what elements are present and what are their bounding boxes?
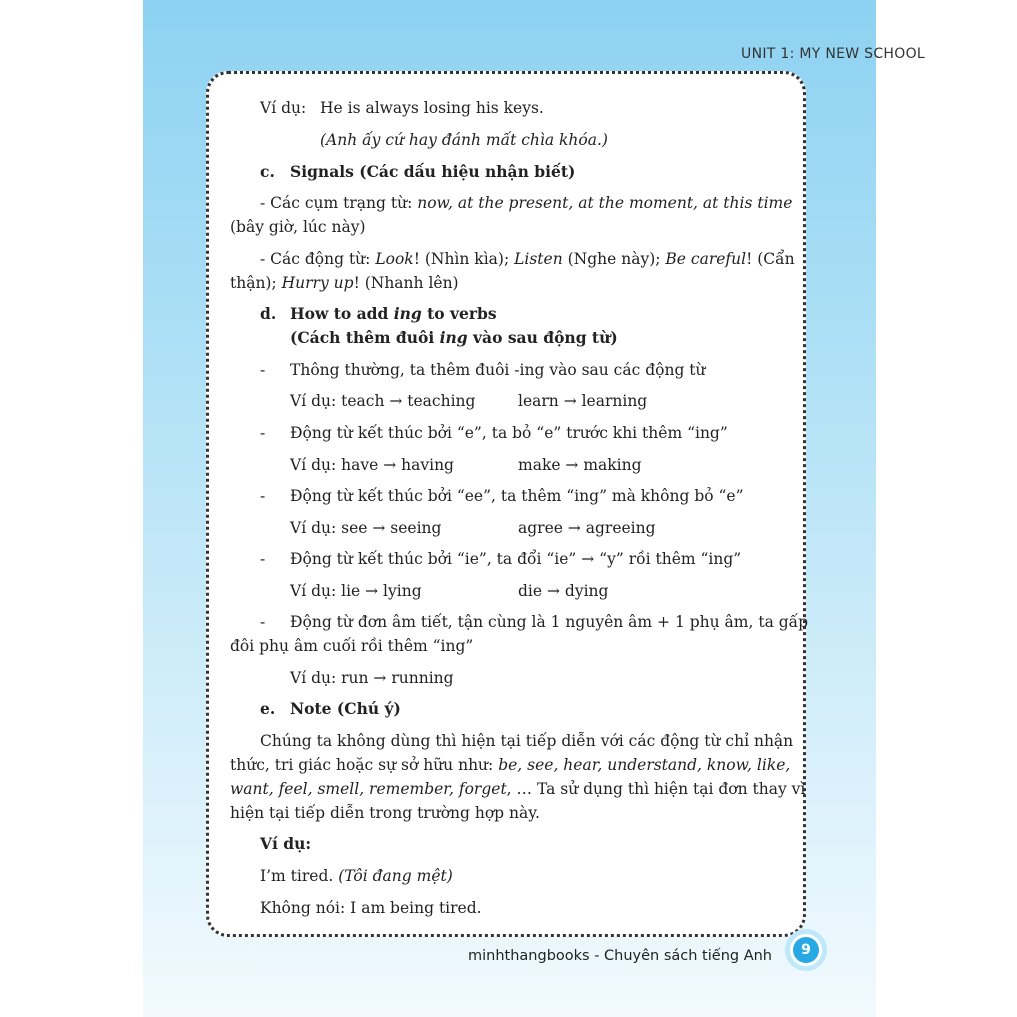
example-sentence: He is always losing his keys. (320, 99, 544, 117)
rule5-example: Ví dụ: run → running (290, 669, 454, 687)
rule3-example-b: agree → agreeing (518, 519, 656, 537)
not-say-example: Không nói: I am being tired. (260, 899, 482, 917)
rule4-example-a: Ví dụ: lie → lying (290, 582, 422, 600)
page-number-badge (785, 929, 827, 971)
rule2-example-b: make → making (518, 456, 642, 474)
unit-header: UNIT 1: MY NEW SCHOOL (741, 46, 925, 62)
note-line-3: want, feel, smell, remember, forget, … Ta sử dụng thì hiện tại đơn thay vì (230, 780, 806, 798)
page-number: 9 (793, 937, 819, 963)
section-d-title: How to add ing to verbs (290, 304, 497, 323)
rule5-text: Động từ đơn âm tiết, tận cùng là 1 nguyên âm + 1 phụ âm, ta gấp (290, 613, 809, 631)
rule3-text: Động từ kết thúc bởi “ee”, ta thêm “ing” mà không bỏ “e” (290, 487, 744, 505)
signals-adverbs: - Các cụm trạng từ: now, at the present, at the moment, at this time (260, 194, 793, 212)
signals-verbs-cont: thận); Hurry up! (Nhanh lên) (230, 274, 459, 292)
rule2-dash: - (260, 424, 266, 442)
tired-example: I’m tired. (Tôi đang mệt) (260, 867, 453, 885)
rule1-dash: - (260, 361, 266, 379)
rule4-dash: - (260, 550, 266, 568)
section-e-title: Note (Chú ý) (290, 699, 401, 718)
rule2-example-a: Ví dụ: have → having (290, 456, 454, 474)
rule4-text: Động từ kết thúc bởi “ie”, ta đổi “ie” → “y” rồi thêm “ing” (290, 550, 742, 568)
section-c-title: Signals (Các dấu hiệu nhận biết) (290, 162, 576, 181)
rule5-dash: - (260, 613, 266, 631)
rule1-example-a: Ví dụ: teach → teaching (290, 392, 476, 410)
rule1-text: Thông thường, ta thêm đuôi -ing vào sau các động từ (290, 361, 706, 379)
note-line-2: thức, tri giác hoặc sự sở hữu như: be, see, hear, understand, know, like, (230, 756, 791, 774)
signals-verbs: - Các động từ: Look! (Nhìn kìa); Listen (Nghe này); Be careful! (Cẩn (260, 250, 795, 268)
rule2-text: Động từ kết thúc bởi “e”, ta bỏ “e” trước khi thêm “ing” (290, 424, 728, 442)
vidu-heading: Ví dụ: (260, 834, 312, 853)
note-line-1: Chúng ta không dùng thì hiện tại tiếp diễn với các động từ chỉ nhận (260, 732, 794, 750)
rule3-example-a: Ví dụ: see → seeing (290, 519, 442, 537)
rule5-text-cont: đôi phụ âm cuối rồi thêm “ing” (230, 637, 474, 655)
section-c-letter: c. (260, 162, 275, 181)
signals-adverbs-meaning: (bây giờ, lúc này) (230, 218, 366, 236)
example-label: Ví dụ: (260, 99, 307, 117)
note-line-4: hiện tại tiếp diễn trong trường hợp này. (230, 804, 540, 822)
section-d-letter: d. (260, 304, 277, 323)
rule1-example-b: learn → learning (518, 392, 648, 410)
rule3-dash: - (260, 487, 266, 505)
footer-brand: minhthangbooks - Chuyên sách tiếng Anh (468, 948, 772, 964)
example-translation: (Anh ấy cứ hay đánh mất chìa khóa.) (320, 131, 608, 149)
section-d-subtitle: (Cách thêm đuôi ing vào sau động từ) (290, 328, 618, 347)
section-e-letter: e. (260, 699, 276, 718)
rule4-example-b: die → dying (518, 582, 609, 600)
